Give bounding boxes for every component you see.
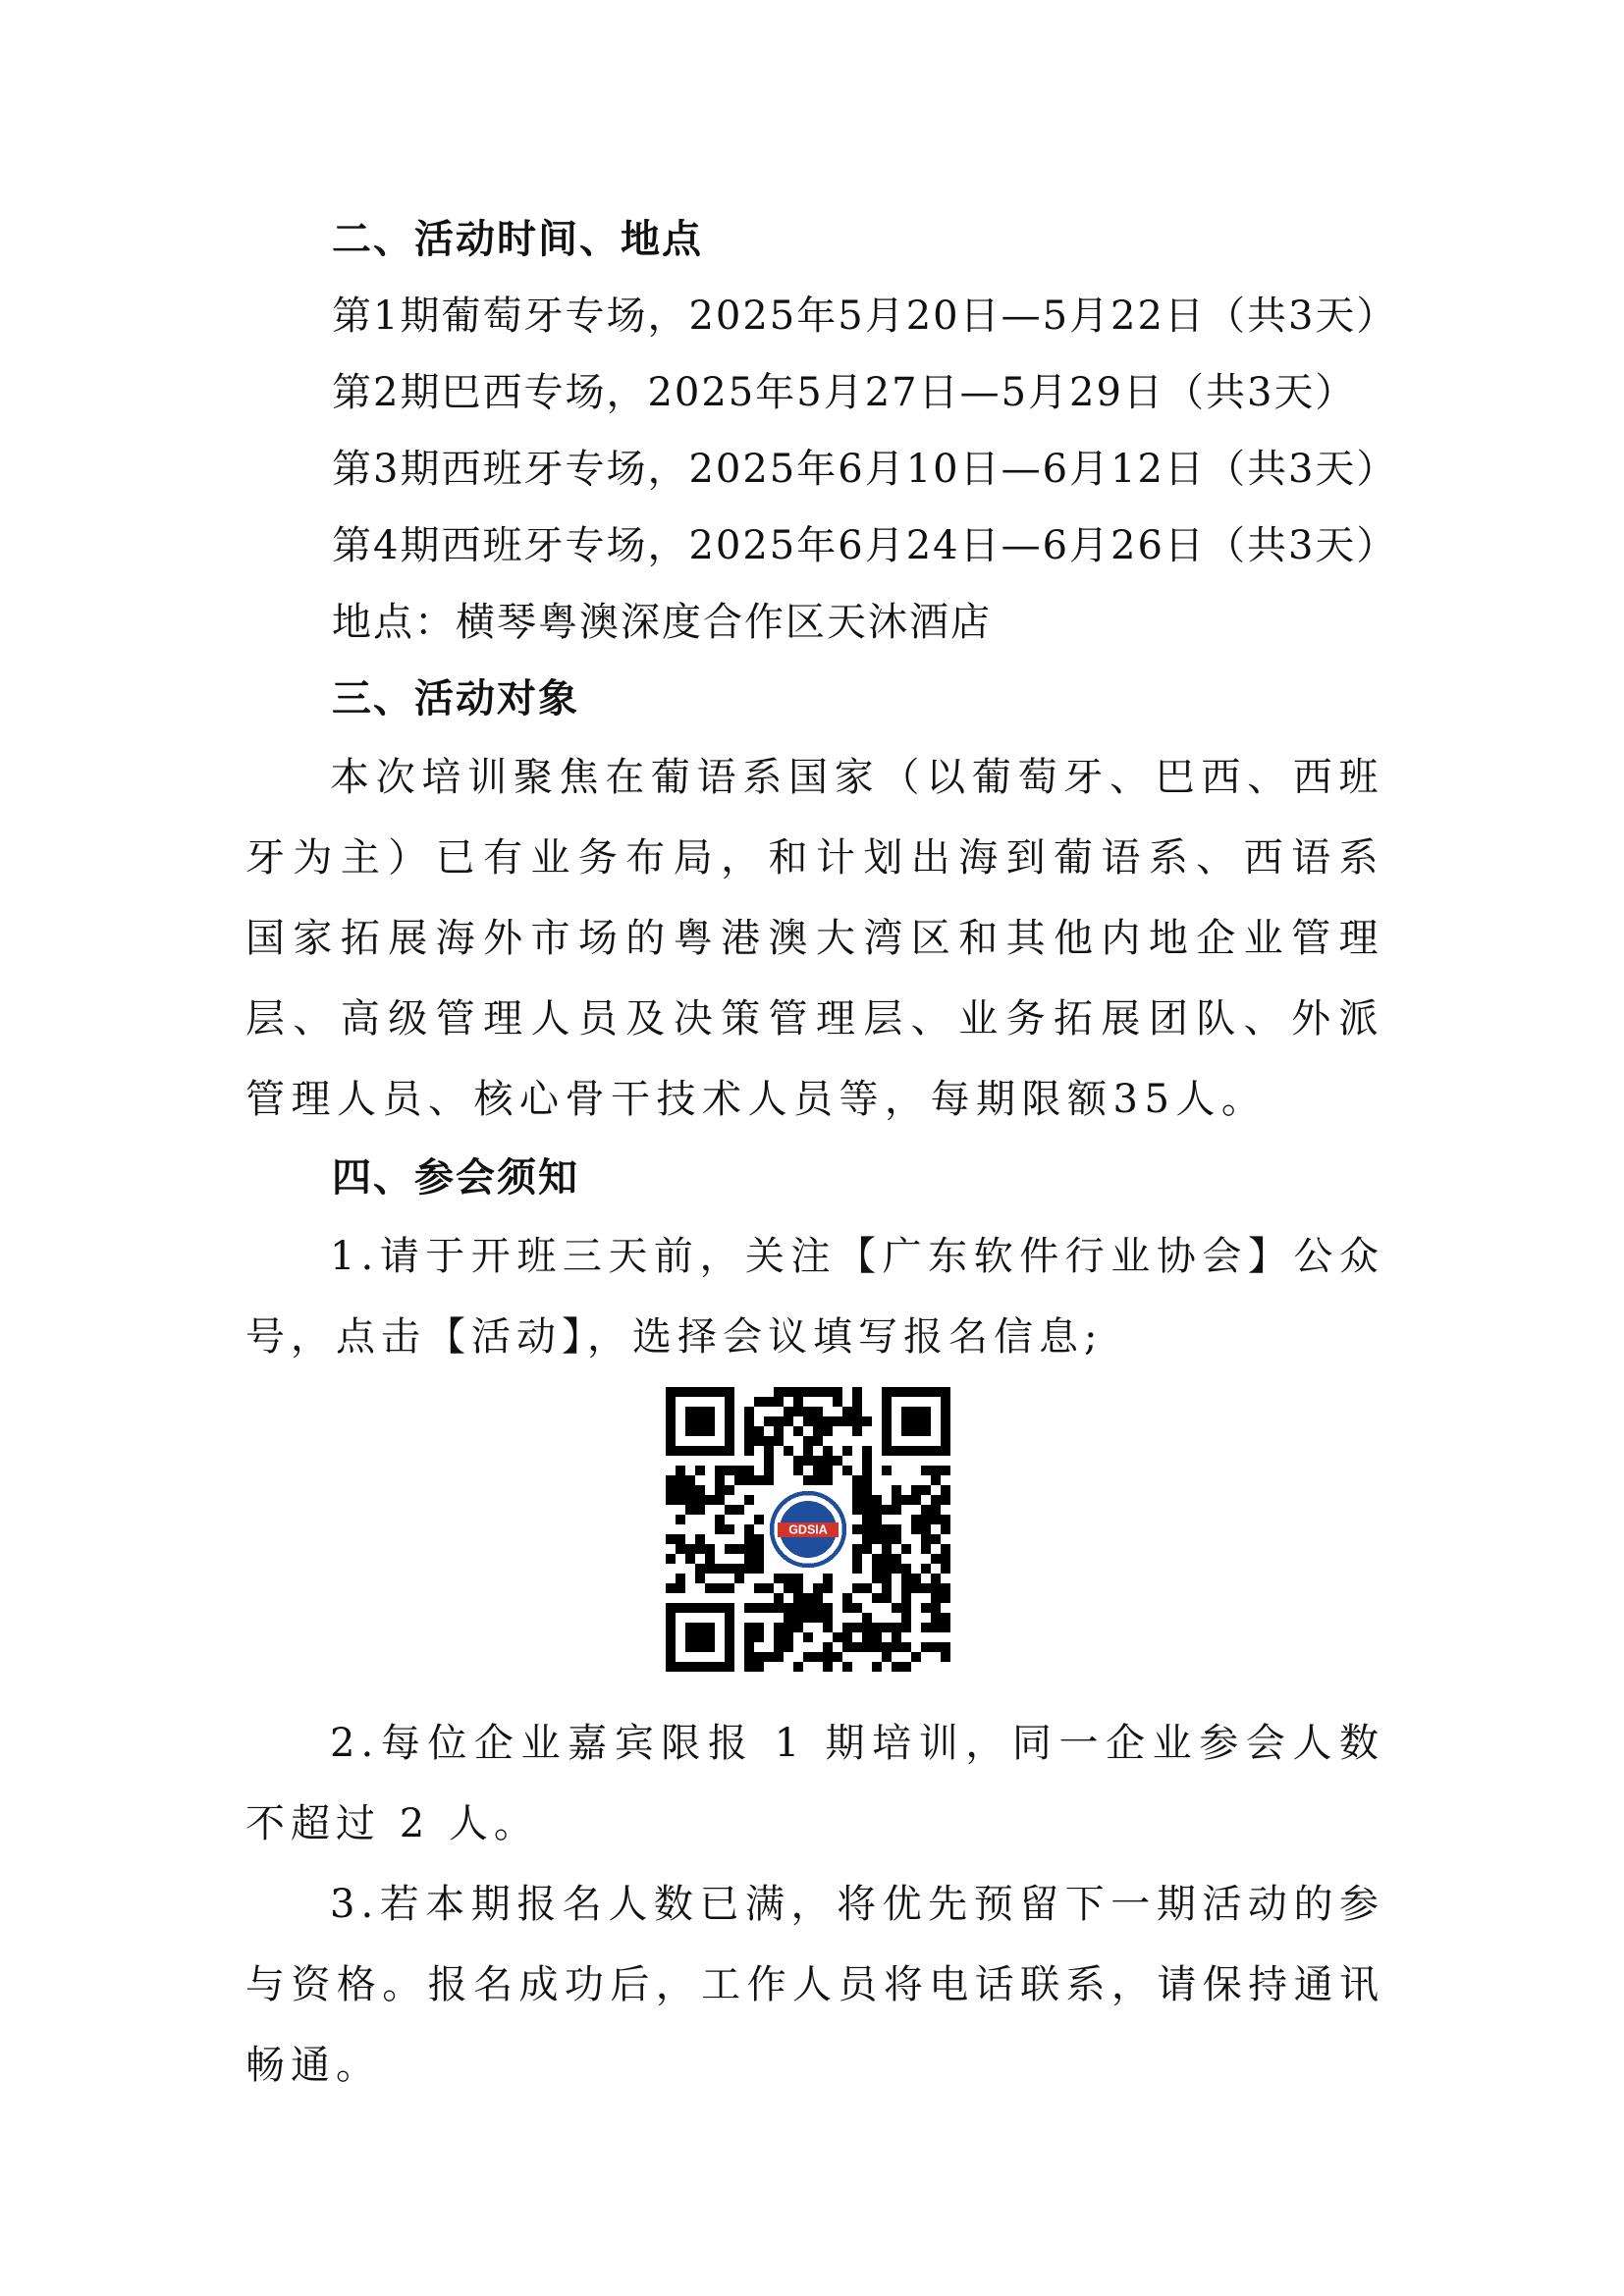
qr-code-icon[interactable] — [666, 1387, 950, 1672]
notice-item-3: 3.若本期报名人数已满，将优先预留下一期活动的参与资格。报名成功后，工作人员将电话联系，请保持通讯畅通。 — [245, 1882, 1384, 2088]
session-1: 第1期葡萄牙专场，2025年5月20日—5月22日（共3天） — [332, 294, 1398, 339]
location: 地点：横琴粤澳深度合作区天沐酒店 — [332, 600, 992, 645]
qr-code-block — [245, 1387, 1384, 1682]
section2-heading: 二、活动时间、地点 — [332, 217, 703, 262]
document-page — [245, 201, 1398, 2106]
session-2: 第2期巴西专场，2025年5月27日—5月29日（共3天） — [332, 370, 1357, 415]
session-4: 第4期西班牙专场，2025年6月24日—6月26日（共3天） — [332, 523, 1398, 568]
qr-logo-text: GDSIA — [788, 1522, 828, 1537]
notice-item-1: 1.请于开班三天前，关注【广东软件行业协会】公众号，点击【活动】，选择会议填写报名信息; — [245, 1234, 1384, 1360]
section3-body: 本次培训聚焦在葡语系国家（以葡萄牙、巴西、西班牙为主）已有业务布局，和计划出海到葡语系、西语系国家拓展海外市场的粤港澳大湾区和其他内地企业管理层、高级管理人员及决策管理层、业务拓展团队、外派管理人员、核心骨干技术人员等，每期限额35人。 — [245, 755, 1384, 1122]
notice-item-2: 2.每位企业嘉宾限报 1 期培训，同一企业参会人数不超过 2 人。 — [245, 1721, 1384, 1846]
section4-heading: 四、参会须知 — [332, 1155, 579, 1201]
gdsia-logo — [772, 1493, 844, 1566]
section3-heading: 三、活动对象 — [332, 676, 579, 721]
session-3: 第3期西班牙专场，2025年6月10日—6月12日（共3天） — [332, 447, 1398, 492]
